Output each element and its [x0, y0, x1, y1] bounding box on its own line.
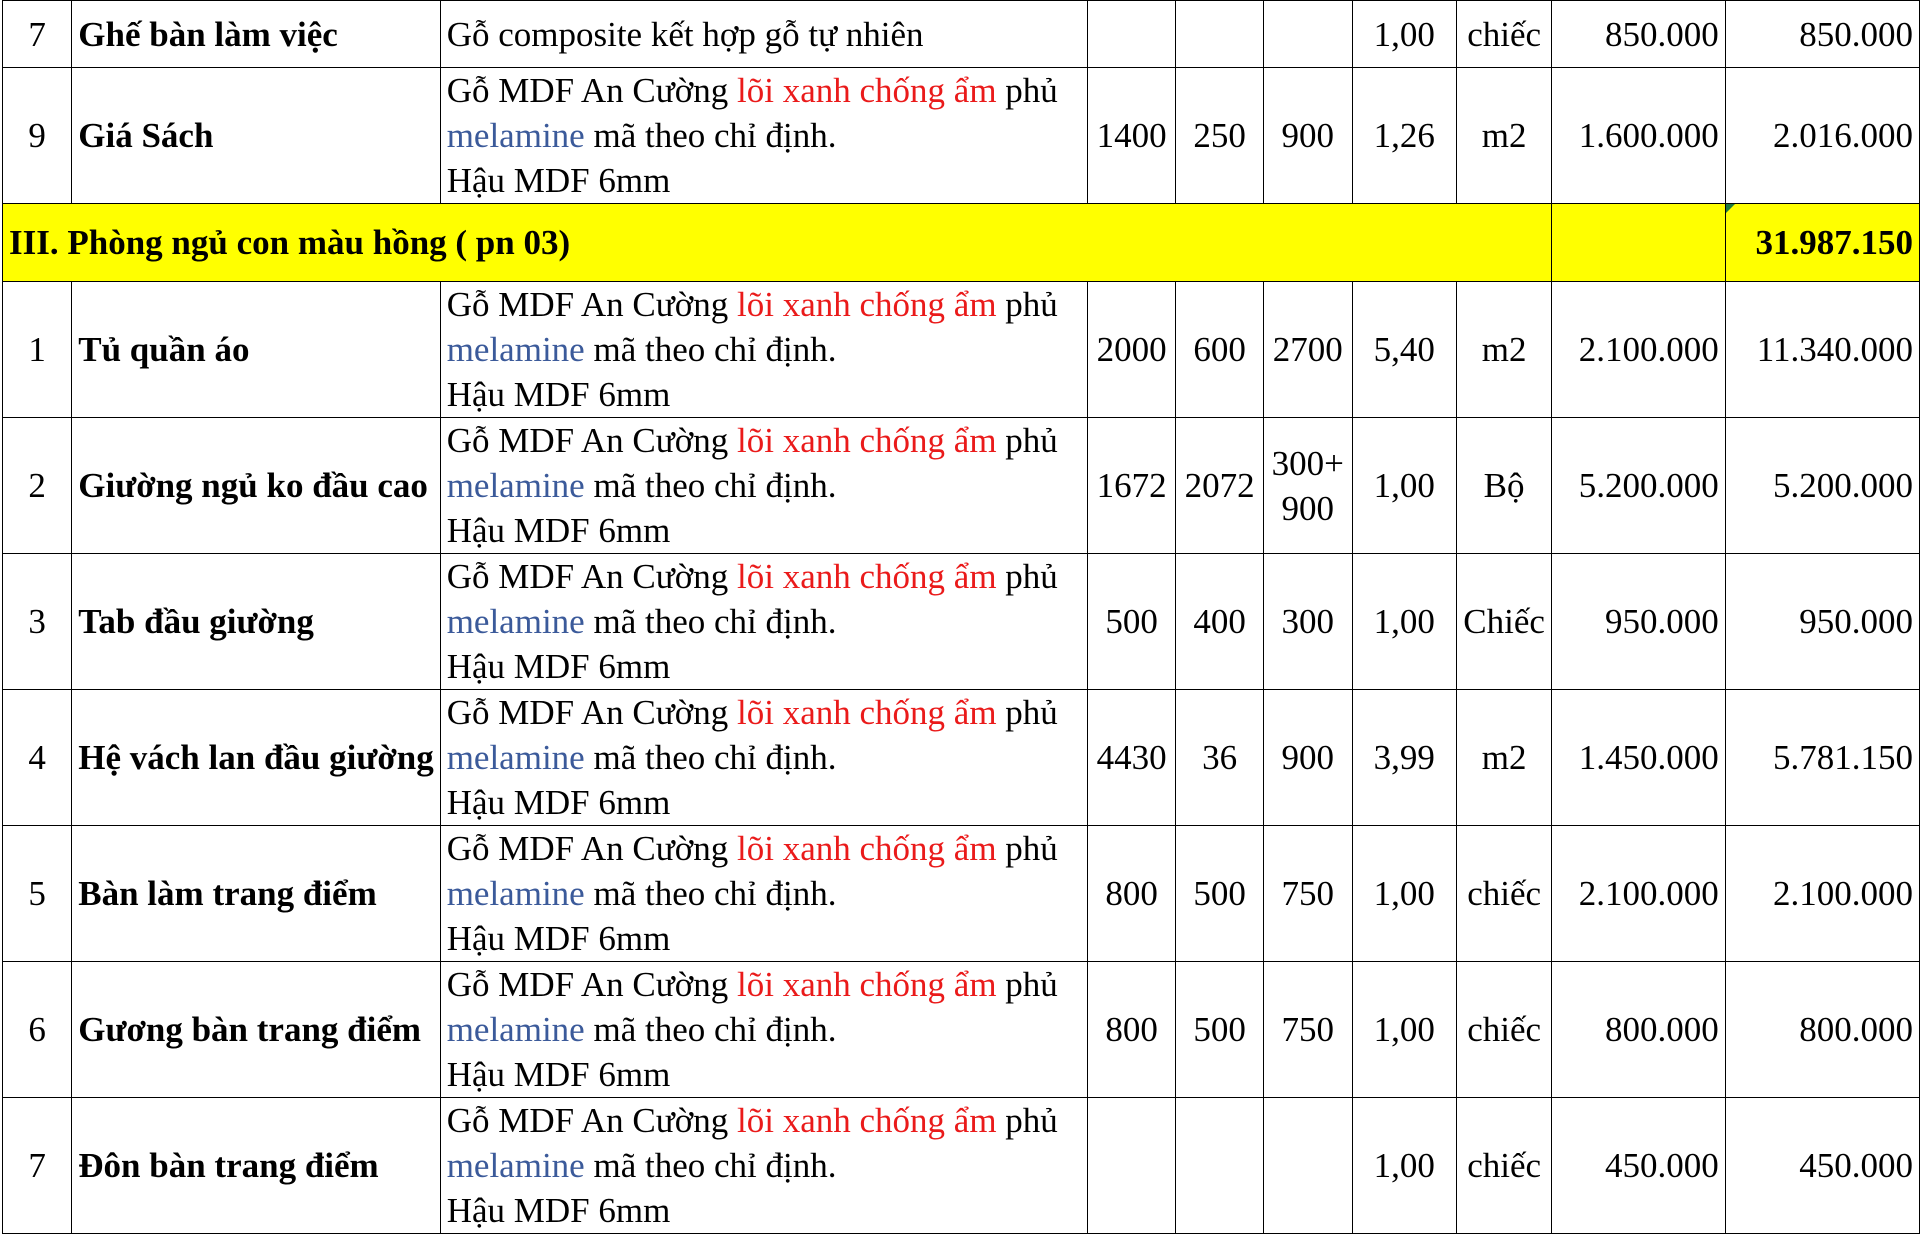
cell-unit-price[interactable]: 1.600.000: [1552, 68, 1725, 204]
cell-height[interactable]: 750: [1263, 962, 1352, 1098]
desc-highlight-red: lõi xanh chống ẩm: [737, 829, 997, 868]
cell-unit-price[interactable]: 950.000: [1552, 554, 1725, 690]
cell-quantity[interactable]: 1,00: [1352, 962, 1456, 1098]
desc-line-1: [447, 282, 1081, 327]
cell-unit[interactable]: chiếc: [1456, 1098, 1552, 1234]
cell-unit[interactable]: Chiếc: [1456, 554, 1552, 690]
desc-line-3: Hậu MDF 6mm: [446, 647, 671, 686]
cell-stt[interactable]: 7: [3, 1098, 72, 1234]
cell-item-name[interactable]: Giá Sách: [72, 68, 440, 204]
desc-highlight-red: lõi xanh chống ẩm: [737, 557, 997, 596]
cell-unit-price[interactable]: 2.100.000: [1552, 826, 1725, 962]
cell-quantity[interactable]: 1,00: [1352, 418, 1456, 554]
desc-text: phủ: [996, 557, 1058, 596]
cell-stt[interactable]: 7: [3, 1, 72, 68]
desc-text: Gỗ MDF An Cường: [446, 421, 738, 460]
cell-length[interactable]: 1400: [1088, 68, 1176, 204]
desc-highlight-red: lõi xanh chống ẩm: [737, 965, 997, 1004]
cell-length[interactable]: [1088, 1098, 1176, 1234]
table-row: [3, 554, 1920, 690]
desc-highlight-red: lõi xanh chống ẩm: [737, 421, 997, 460]
desc-text: Gỗ MDF An Cường: [446, 965, 738, 1004]
cell-height[interactable]: 300: [1263, 554, 1352, 690]
desc-line-3: Hậu MDF 6mm: [446, 1191, 671, 1230]
cell-height[interactable]: 2700: [1263, 282, 1352, 418]
cell-stt[interactable]: 2: [3, 418, 72, 554]
cell-description[interactable]: [440, 554, 1087, 690]
desc-line-1: [447, 418, 1081, 463]
cell-depth[interactable]: 250: [1176, 68, 1264, 204]
cell-length[interactable]: 800: [1088, 962, 1176, 1098]
desc-line-3: Hậu MDF 6mm: [446, 783, 671, 822]
section-title[interactable]: III. Phòng ngủ con màu hồng ( pn 03): [3, 204, 1552, 282]
cell-amount[interactable]: 11.340.000: [1725, 282, 1919, 418]
desc-line-1: [447, 68, 1081, 113]
cell-amount[interactable]: 5.200.000: [1725, 418, 1919, 554]
table-row: [3, 690, 1920, 826]
cell-item-name[interactable]: Bàn làm trang điểm: [72, 826, 440, 962]
table-row: [3, 1098, 1920, 1234]
cell-depth[interactable]: 2072: [1176, 418, 1264, 554]
cell-quantity[interactable]: 1,00: [1352, 1098, 1456, 1234]
desc-highlight-red: lõi xanh chống ẩm: [737, 71, 997, 110]
desc-text: Gỗ MDF An Cường: [446, 71, 738, 110]
desc-text: Gỗ MDF An Cường: [446, 1101, 738, 1140]
cell-quantity[interactable]: 1,26: [1352, 68, 1456, 204]
cell-unit[interactable]: m2: [1456, 68, 1552, 204]
desc-highlight-red: lõi xanh chống ẩm: [737, 285, 997, 324]
cell-depth[interactable]: 500: [1176, 962, 1264, 1098]
desc-line-1: [447, 826, 1081, 871]
desc-text: phủ: [996, 1101, 1058, 1140]
cell-amount[interactable]: 950.000: [1725, 554, 1919, 690]
desc-line-3: Hậu MDF 6mm: [446, 919, 671, 958]
cell-unit[interactable]: chiếc: [1456, 1, 1552, 68]
desc-line-2: [447, 1007, 1081, 1052]
cell-unit[interactable]: chiếc: [1456, 826, 1552, 962]
desc-highlight-blue: melamine: [446, 1146, 585, 1185]
cell-amount[interactable]: 2.016.000: [1725, 68, 1919, 204]
desc-text: Gỗ MDF An Cường: [446, 285, 738, 324]
cell-length[interactable]: [1088, 1, 1176, 68]
section-total-value: 31.987.150: [1755, 223, 1913, 262]
desc-text: mã theo chỉ định.: [584, 330, 837, 369]
desc-line-3: Hậu MDF 6mm: [446, 161, 671, 200]
desc-text: phủ: [996, 829, 1058, 868]
desc-line-1: [447, 554, 1081, 599]
cell-quantity[interactable]: 1,00: [1352, 1, 1456, 68]
desc-text: phủ: [996, 965, 1058, 1004]
cell-amount[interactable]: 800.000: [1725, 962, 1919, 1098]
desc-line-1: [447, 1098, 1081, 1143]
desc-text: Gỗ MDF An Cường: [446, 693, 738, 732]
cell-length[interactable]: 1672: [1088, 418, 1176, 554]
cell-stt[interactable]: 6: [3, 962, 72, 1098]
cell-amount[interactable]: 5.781.150: [1725, 690, 1919, 826]
cell-description[interactable]: [440, 962, 1087, 1098]
cell-unit[interactable]: chiếc: [1456, 962, 1552, 1098]
desc-highlight-blue: melamine: [446, 466, 585, 505]
cell-description[interactable]: [440, 690, 1087, 826]
desc-text: phủ: [996, 71, 1058, 110]
cell-item-name[interactable]: Gương bàn trang điểm: [72, 962, 440, 1098]
desc-text: phủ: [996, 285, 1058, 324]
desc-highlight-blue: melamine: [446, 874, 585, 913]
desc-line-2: [447, 599, 1081, 644]
section-empty-cell[interactable]: [1552, 204, 1725, 282]
cell-quantity[interactable]: 3,99: [1352, 690, 1456, 826]
cell-unit-price[interactable]: 1.450.000: [1552, 690, 1725, 826]
desc-line-2: [447, 113, 1081, 158]
cell-height[interactable]: 900: [1263, 68, 1352, 204]
cell-amount[interactable]: 450.000: [1725, 1098, 1919, 1234]
section-row: [3, 204, 1920, 282]
cell-description[interactable]: [440, 282, 1087, 418]
quotation-table: [2, 0, 1920, 1234]
desc-text: Gỗ MDF An Cường: [446, 557, 738, 596]
desc-text: phủ: [996, 421, 1058, 460]
cell-unit[interactable]: m2: [1456, 282, 1552, 418]
desc-text: mã theo chỉ định.: [584, 1010, 837, 1049]
desc-line-1: [447, 690, 1081, 735]
desc-line-2: [447, 1143, 1081, 1188]
desc-text: mã theo chỉ định.: [584, 738, 837, 777]
cell-item-name[interactable]: Hệ vách lan đầu giường: [72, 690, 440, 826]
desc-highlight-blue: melamine: [446, 330, 585, 369]
desc-text: Gỗ MDF An Cường: [446, 829, 738, 868]
cell-height[interactable]: [1263, 1, 1352, 68]
cell-item-name[interactable]: Tủ quần áo: [72, 282, 440, 418]
table-row: [3, 282, 1920, 418]
desc-highlight-blue: melamine: [446, 602, 585, 641]
table-row: [3, 418, 1920, 554]
cell-height[interactable]: [1263, 1098, 1352, 1234]
cell-item-name[interactable]: Ghế bàn làm việc: [72, 1, 440, 68]
cell-description[interactable]: [440, 826, 1087, 962]
cell-quantity[interactable]: 5,40: [1352, 282, 1456, 418]
desc-text: phủ: [996, 693, 1058, 732]
cell-stt[interactable]: 3: [3, 554, 72, 690]
cell-depth[interactable]: 600: [1176, 282, 1264, 418]
desc-line-2: [447, 871, 1081, 916]
desc-line-3: Hậu MDF 6mm: [446, 375, 671, 414]
cell-length[interactable]: 800: [1088, 826, 1176, 962]
table-row: [3, 826, 1920, 962]
cell-item-name[interactable]: Đôn bàn trang điểm: [72, 1098, 440, 1234]
cell-description[interactable]: [440, 68, 1087, 204]
desc-text: mã theo chỉ định.: [584, 602, 837, 641]
desc-text: mã theo chỉ định.: [584, 874, 837, 913]
cell-description[interactable]: [440, 1098, 1087, 1234]
cell-height[interactable]: 900: [1263, 690, 1352, 826]
cell-depth[interactable]: 400: [1176, 554, 1264, 690]
table-row: [3, 68, 1920, 204]
cell-unit-price[interactable]: 800.000: [1552, 962, 1725, 1098]
cell-unit-price[interactable]: 850.000: [1552, 1, 1725, 68]
desc-text: mã theo chỉ định.: [584, 116, 837, 155]
desc-line-2: [447, 327, 1081, 372]
section-total[interactable]: [1725, 204, 1919, 282]
cell-depth[interactable]: [1176, 1098, 1264, 1234]
desc-line-2: [447, 463, 1081, 508]
cell-amount[interactable]: 850.000: [1725, 1, 1919, 68]
cell-unit-price[interactable]: 5.200.000: [1552, 418, 1725, 554]
cell-length[interactable]: 2000: [1088, 282, 1176, 418]
desc-highlight-blue: melamine: [446, 1010, 585, 1049]
cell-amount[interactable]: 2.100.000: [1725, 826, 1919, 962]
cell-depth[interactable]: [1176, 1, 1264, 68]
table-row: [3, 962, 1920, 1098]
desc-highlight-blue: melamine: [446, 738, 585, 777]
cell-unit[interactable]: m2: [1456, 690, 1552, 826]
cell-quantity[interactable]: 1,00: [1352, 826, 1456, 962]
cell-length[interactable]: 500: [1088, 554, 1176, 690]
cell-height[interactable]: 300+ 900: [1263, 418, 1352, 554]
cell-stt[interactable]: 5: [3, 826, 72, 962]
desc-highlight-blue: melamine: [446, 116, 585, 155]
cell-stt[interactable]: 9: [3, 68, 72, 204]
cell-description[interactable]: Gỗ composite kết hợp gỗ tự nhiên: [440, 1, 1087, 68]
error-indicator-icon: [1726, 204, 1735, 213]
cell-depth[interactable]: 36: [1176, 690, 1264, 826]
cell-item-name[interactable]: Tab đầu giường: [72, 554, 440, 690]
desc-text: mã theo chỉ định.: [584, 466, 837, 505]
desc-highlight-red: lõi xanh chống ẩm: [737, 1101, 997, 1140]
cell-unit-price[interactable]: 2.100.000: [1552, 282, 1725, 418]
table-row: [3, 1, 1920, 68]
cell-item-name[interactable]: Giường ngủ ko đầu cao: [72, 418, 440, 554]
desc-line-2: [447, 735, 1081, 780]
cell-stt[interactable]: 4: [3, 690, 72, 826]
desc-line-3: Hậu MDF 6mm: [446, 511, 671, 550]
cell-description[interactable]: [440, 418, 1087, 554]
cell-depth[interactable]: 500: [1176, 826, 1264, 962]
cell-unit[interactable]: Bộ: [1456, 418, 1552, 554]
cell-length[interactable]: 4430: [1088, 690, 1176, 826]
cell-unit-price[interactable]: 450.000: [1552, 1098, 1725, 1234]
cell-height[interactable]: 750: [1263, 826, 1352, 962]
cell-stt[interactable]: 1: [3, 282, 72, 418]
desc-line-3: Hậu MDF 6mm: [446, 1055, 671, 1094]
cell-quantity[interactable]: 1,00: [1352, 554, 1456, 690]
desc-text: mã theo chỉ định.: [584, 1146, 837, 1185]
desc-line-1: [447, 962, 1081, 1007]
desc-highlight-red: lõi xanh chống ẩm: [737, 693, 997, 732]
